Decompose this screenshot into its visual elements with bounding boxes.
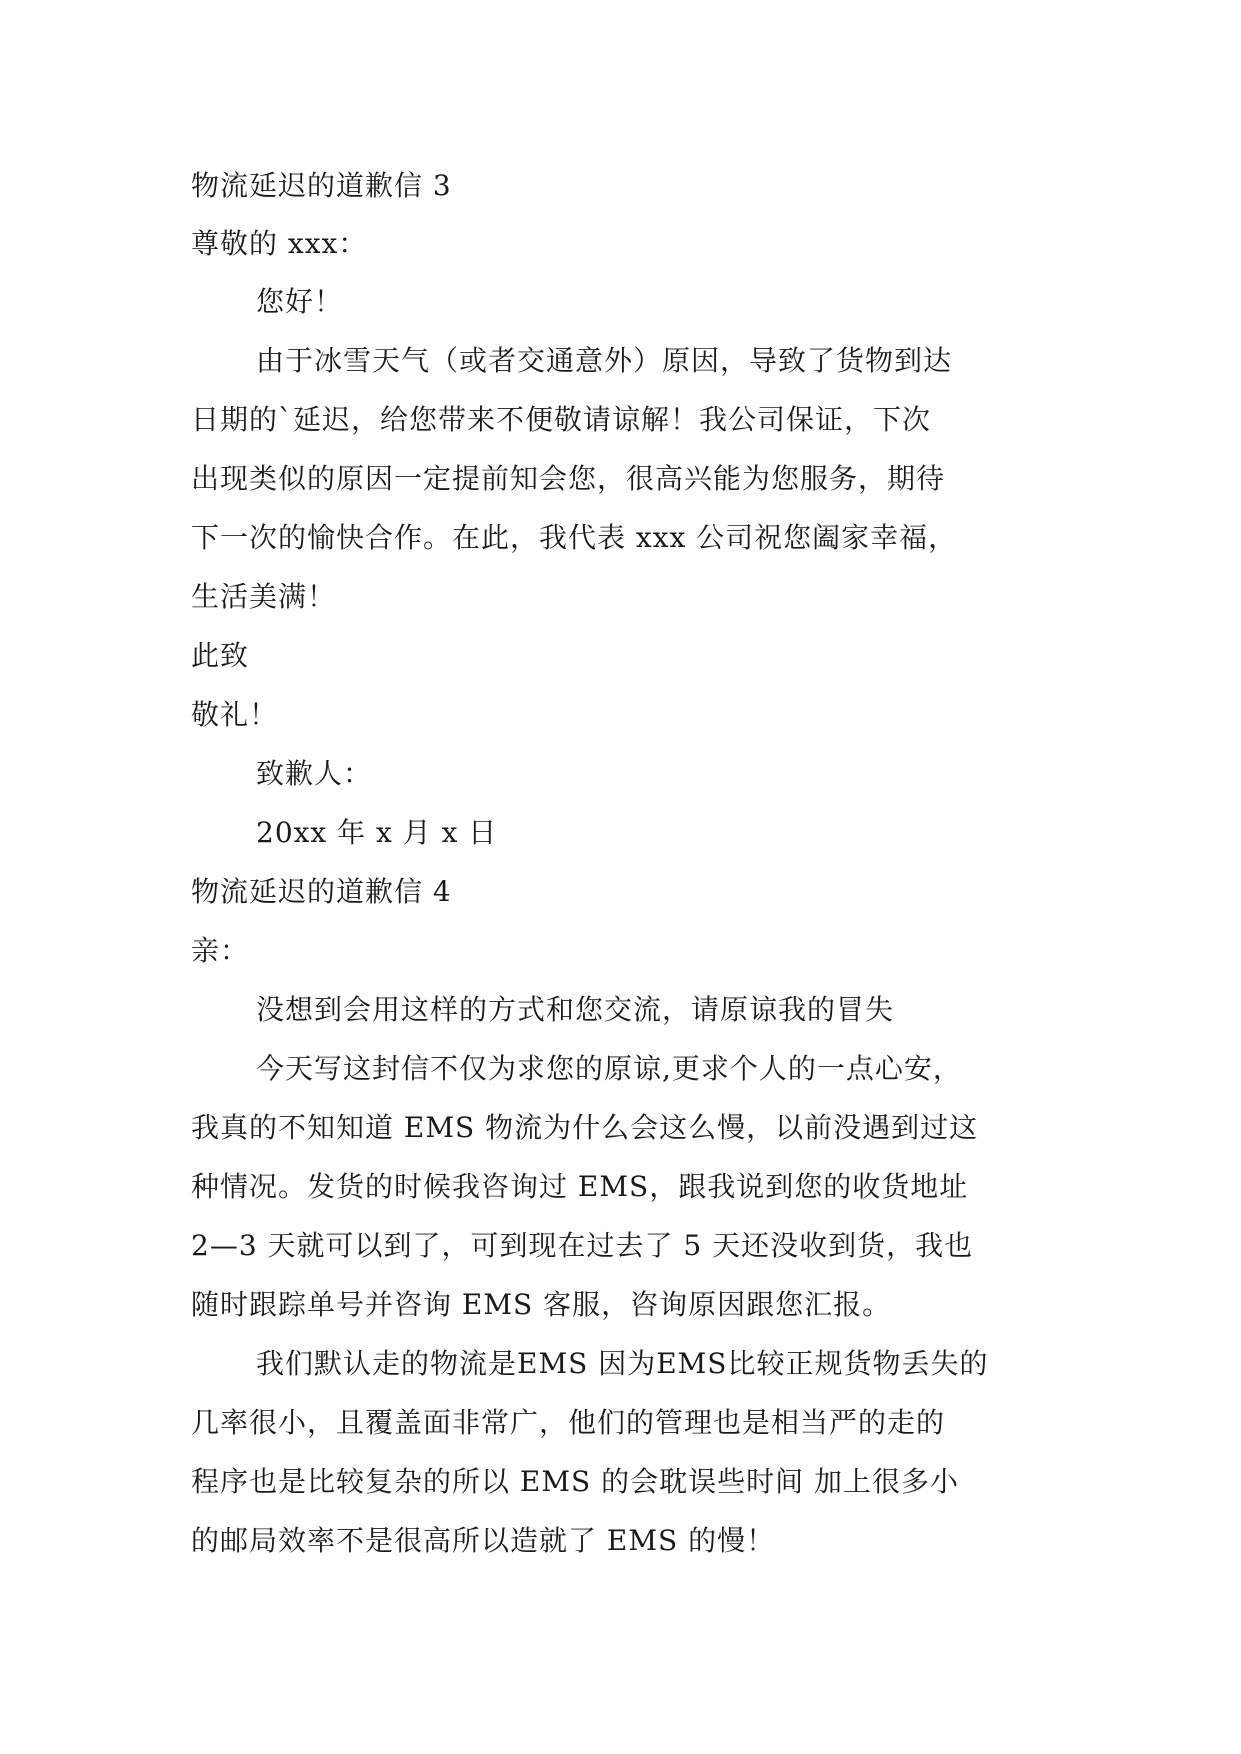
letter3-closing-2: 敬礼！ — [191, 698, 279, 731]
letter4-title: 物流延迟的道歉信 4 — [191, 875, 452, 908]
letter4-paragraph-2-line: 种情况。发货的时候我咨询过 EMS，跟我说到您的收货地址 — [191, 1170, 969, 1203]
letter4-paragraph-2-line: 随时跟踪单号并咨询 EMS 客服，咨询原因跟您汇报。 — [191, 1288, 892, 1321]
letter3-date: 20xx 年 x 月 x 日 — [256, 816, 498, 849]
letter4-paragraph-3-line: 程序也是比较复杂的所以 EMS 的会耽误些时间 加上很多小 — [191, 1465, 959, 1498]
letter4-paragraph-2-line: 今天写这封信不仅为求您的原谅,更求个人的一点心安， — [256, 1052, 962, 1085]
letter4-paragraph-2-line: 我真的不知知道 EMS 物流为什么会这么慢，以前没遇到过这 — [191, 1111, 979, 1144]
letter3-body-line: 由于冰雪天气（或者交通意外）原因，导致了货物到达 — [256, 344, 953, 377]
letter4-paragraph-1: 没想到会用这样的方式和您交流，请原谅我的冒失 — [256, 993, 895, 1026]
letter3-body-line: 生活美满！ — [191, 580, 337, 613]
letter4-paragraph-3-line: 我们默认走的物流是EMS 因为EMS比较正规货物丢失的 — [256, 1347, 989, 1380]
letter4-paragraph-3-line: 的邮局效率不是很高所以造就了 EMS 的慢！ — [191, 1524, 776, 1557]
letter3-body-line: 出现类似的原因一定提前知会您，很高兴能为您服务，期待 — [191, 462, 946, 495]
letter3-closing-1: 此致 — [191, 639, 250, 672]
letter3-body-line: 日期的`延迟，给您带来不便敬请谅解！我公司保证，下次 — [191, 403, 932, 436]
letter3-greeting: 您好！ — [256, 285, 344, 318]
letter3-title: 物流延迟的道歉信 3 — [191, 169, 452, 202]
letter3-body-line: 下一次的愉快合作。在此，我代表 xxx 公司祝您阖家幸福， — [191, 521, 958, 554]
letter4-salutation: 亲： — [191, 934, 250, 967]
letter3-signature: 致歉人： — [256, 757, 373, 790]
letter4-paragraph-2-line: 2—3 天就可以到了，可到现在过去了 5 天还没收到货，我也 — [191, 1229, 974, 1262]
letter3-salutation: 尊敬的 xxx： — [191, 227, 368, 260]
letter4-paragraph-3-line: 几率很小，且覆盖面非常广，他们的管理也是相当严的走的 — [191, 1406, 946, 1439]
